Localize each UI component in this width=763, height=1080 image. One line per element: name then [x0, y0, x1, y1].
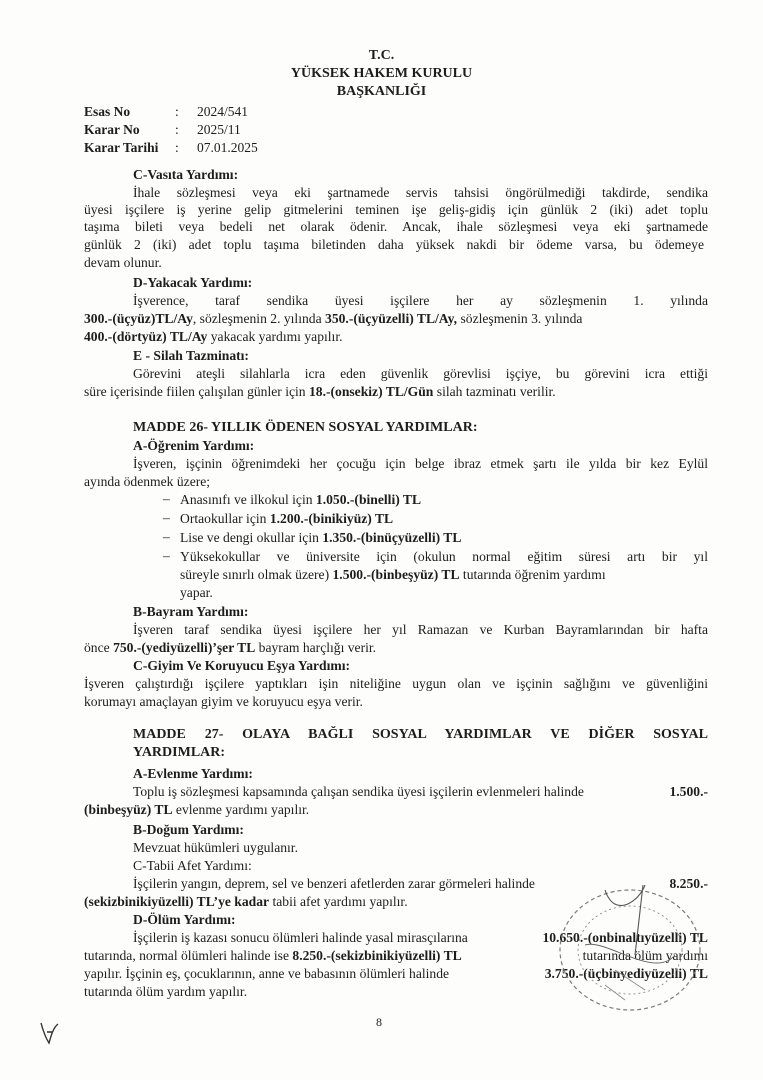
- paragraph-line: tutarında, normal ölümleri halinde ise 8.250.-(sekizbinikiyüzelli) TL tutarında ölüm yardımı: [84, 948, 708, 963]
- section-title-giyim: C-Giyim Ve Koruyucu Eşya Yardımı:: [133, 658, 351, 673]
- paragraph-line: günlük 2 (iki) adet toplu taşıma biletinden daha yüksek nakdi bir ödeme varsa, bu ödemeye: [84, 237, 704, 252]
- header-tc: T.C.: [368, 48, 395, 63]
- article-27-title-cont: YARDIMLAR:: [133, 745, 226, 760]
- paragraph-line: Mevzuat hükümleri uygulanır.: [133, 840, 298, 855]
- section-title-afet: C-Tabii Afet Yardımı:: [133, 858, 252, 873]
- section-title-olum: D-Ölüm Yardımı:: [133, 912, 236, 927]
- list-item: Ortaokullar için 1.200.-(binikiyüz) TL: [180, 511, 394, 526]
- page-number: 8: [376, 1015, 382, 1029]
- paragraph-line: İşveren, işçinin öğrenimdeki her çocuğu için belge ibraz etmek şartı ile yılda bir kez Eylül: [133, 456, 708, 471]
- section-title-evlenme: A-Evlenme Yardımı:: [133, 766, 253, 781]
- paragraph-line: 400.-(dörtyüz) TL/Ay yakacak yardımı yapılır.: [84, 329, 343, 344]
- paragraph-line: önce 750.-(yediyüzelli)’şer TL bayram harçlığı verir.: [84, 640, 377, 655]
- section-title-dogum: B-Doğum Yardımı:: [133, 822, 244, 837]
- paragraph-line: İşveren çalıştırdığı işçilere yaptıkları işin niteliğine uygun olan ve işçinin sağlığını ve güvenliğini: [84, 676, 708, 691]
- paragraph-line: İhale sözleşmesi veya eki şartnamede servis tahsisi öngörülmediği takdirde, sendika: [133, 185, 708, 200]
- paragraph-line: 300.-(üçyüz)TL/Ay, sözleşmenin 2. yılında 350.-(üçyüzelli) TL/Ay, sözleşmenin 3. yılında: [84, 311, 583, 326]
- header-institution: YÜKSEK HAKEM KURULU: [290, 66, 473, 81]
- section-title-silah: E - Silah Tazminatı:: [133, 348, 249, 363]
- list-item: Anasınıfı ve ilkokul için 1.050.-(binelli) TL: [180, 492, 422, 507]
- paragraph-line: yapılır. İşçinin eş, çocuklarının, anne ve babasının ölümleri halinde 3.750.-(üçbinyediyüzelli) TL: [84, 966, 708, 981]
- section-title-ogrenim: A-Öğrenim Yardımı:: [133, 438, 255, 453]
- bullet-dash: –: [163, 529, 170, 544]
- meta-karar-no: Karar No : 2025/11: [84, 122, 241, 137]
- paragraph-line: (sekizbinikiyüzelli) TL’ye kadar tabii afet yardımı yapılır.: [84, 894, 408, 909]
- article-26-title: MADDE 26- YILLIK ÖDENEN SOSYAL YARDIMLAR:: [133, 420, 478, 435]
- paragraph-line: Toplu iş sözleşmesi kapsamında çalışan sendika üyesi işçilerin evlenmeleri halinde 1.500.-: [133, 784, 708, 799]
- paragraph-line: İşverence, taraf sendika üyesi işçilere her ay sözleşmenin 1. yılında: [133, 293, 708, 308]
- list-item: Lise ve dengi okullar için 1.350.-(binüçyüzelli) TL: [180, 530, 462, 545]
- list-item: Yüksekokullar ve üniversite için (okulun normal eğitim süresi artı bir yıl: [180, 549, 708, 564]
- paragraph-line: taşıma bileti veya bedeli net olarak ödenir. Ancak, ihale sözleşmesi veya eki şartnamede: [84, 219, 708, 234]
- section-title-bayram: B-Bayram Yardımı:: [133, 604, 249, 619]
- paragraph-line: tutarında ölüm yardım yapılır.: [84, 984, 248, 999]
- meta-esas-no: Esas No : 2024/541: [84, 104, 249, 119]
- article-27-title: MADDE 27- OLAYA BAĞLI SOSYAL YARDIMLAR VE DİĞER SOSYAL: [133, 727, 708, 742]
- paragraph-line: Görevini ateşli silahlarla icra eden güvenlik görevlisi işçiye, bu görevini icra ettiği: [133, 366, 708, 381]
- header-presidency: BAŞKANLIĞI: [336, 84, 427, 99]
- list-item-continuation: yapar.: [180, 585, 213, 600]
- paragraph-line: üyesi işçilere iş yerine gelip gitmelerini teminen işe geliş-gidiş için günlük 2 (iki) adet toplu: [84, 202, 708, 217]
- bullet-dash: –: [163, 491, 170, 506]
- paragraph-line: İşveren taraf sendika üyesi işçilere her yıl Ramazan ve Kurban Bayramlarından bir hafta: [133, 622, 708, 637]
- paragraph-line: süre içerisinde fiilen çalışılan günler için 18.-(onsekiz) TL/Gün silah tazminatı verilir.: [84, 384, 556, 399]
- section-title-vasita: C-Vasıta Yardımı:: [133, 167, 239, 182]
- paragraph-line: devam olunur.: [84, 255, 162, 270]
- paragraph-line: korumayı amaçlayan giyim ve koruyucu eşya verir.: [84, 694, 363, 709]
- meta-karar-tarihi: Karar Tarihi : 07.01.2025: [84, 140, 258, 155]
- official-stamp-icon: [545, 860, 715, 1020]
- paragraph-line: İşçilerin yangın, deprem, sel ve benzeri afetlerden zarar görmeleri halinde 8.250.-: [133, 876, 708, 891]
- section-title-yakacak: D-Yakacak Yardımı:: [133, 275, 253, 290]
- paragraph-line: (binbeşyüz) TL evlenme yardımı yapılır.: [84, 802, 310, 817]
- paragraph-line: ayında ödenmek üzere;: [84, 474, 211, 489]
- bullet-dash: –: [163, 548, 170, 563]
- list-item-continuation: süreyle sınırlı olmak üzere) 1.500.-(binbeşyüz) TL tutarında öğrenim yardımı: [180, 567, 606, 582]
- paragraph-line: İşçilerin iş kazası sonucu ölümleri halinde yasal mirasçılarına 10.650.-(onbinaltıyüzelli) TL: [133, 930, 708, 945]
- bullet-dash: –: [163, 510, 170, 525]
- handwritten-initial-icon: [38, 1020, 62, 1046]
